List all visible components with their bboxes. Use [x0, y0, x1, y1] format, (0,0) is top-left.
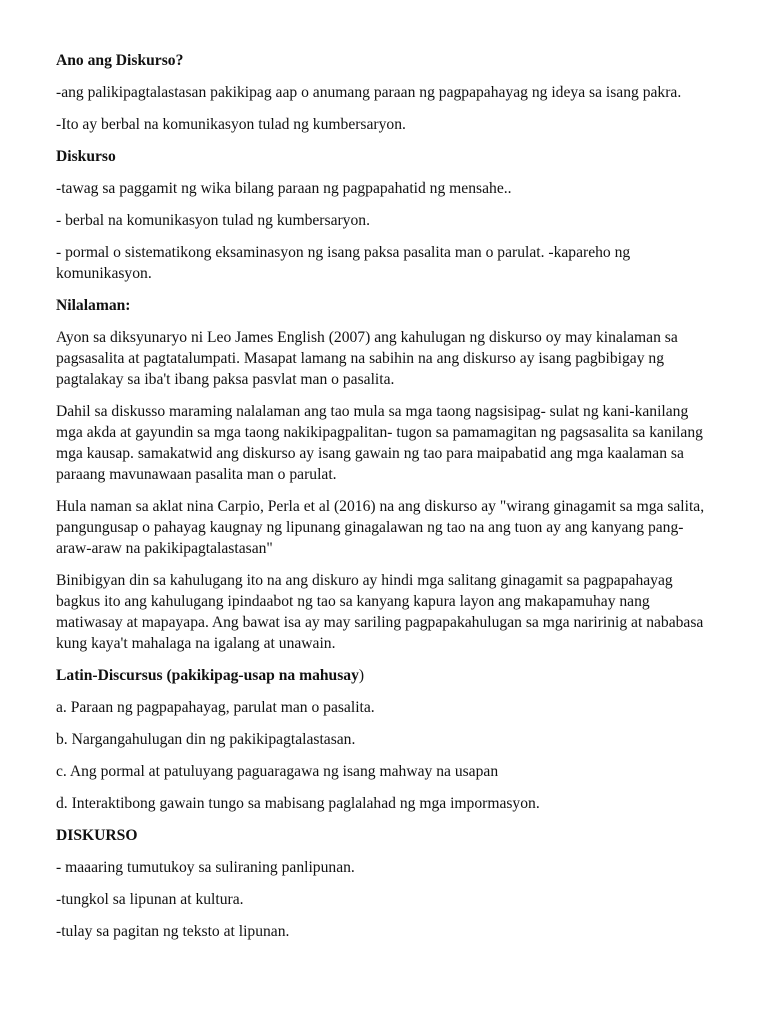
- list-item: d. Interaktibong gawain tungo sa mabisang paglalahad ng mga impormasyon.: [56, 795, 540, 812]
- heading-latin-discursus-bold: Latin-Discursus (pakikipag-usap na mahusay: [56, 667, 359, 684]
- heading-latin-discursus: [56, 665, 718, 686]
- paragraph: Binibigyan din sa kahulugang ito na ang diskuro ay hindi mga salitang ginagamit sa pagpapahayag bagkus ito ang kahulugang ipindaabot ng tao sa kanyang kapura layon ang makapamuhay nang matiwasay at mapayapa. Ang bawat isa ay may sariling pagpapakahulugan sa mga naririnig at nababasa kung kaya't mahalaga na igalang at unawain.: [56, 572, 704, 652]
- paragraph: Hula naman sa aklat nina Carpio, Perla et al (2016) na ang diskurso ay "wirang ginagamit sa mga salita, pangungusap o pahayag kaugnay ng lipunang ginagalawan ng tao na ang tuon ay ang kanyang pang-araw-araw na pakikipagtalastasan": [56, 498, 705, 557]
- paragraph: -tungkol sa lipunan at kultura.: [56, 891, 244, 908]
- paragraph: Ayon sa diksyunaryo ni Leo James English (2007) ang kahulugan ng diskurso oy may kinalaman sa pagsasalita at pagtatalumpati. Masapat lamang na sabihin na ang diskurso ay isang pagbibigay ng pagtalakay sa iba't ibang paksa pasvlat man o pasalita.: [56, 329, 678, 388]
- paragraph: - maaaring tumutukoy sa suliraning panlipunan.: [56, 859, 355, 876]
- paragraph: - pormal o sistematikong eksaminasyon ng isang paksa pasalita man o parulat. -kapareho ng komunikasyon.: [56, 244, 631, 282]
- paragraph: - berbal na komunikasyon tulad ng kumbersaryon.: [56, 212, 370, 229]
- heading-diskurso: Diskurso: [56, 148, 116, 165]
- list-item: c. Ang pormal at patuluyang paguaragawa ng isang mahway na usapan: [56, 763, 499, 780]
- heading-nilalaman: Nilalaman:: [56, 297, 131, 314]
- list-item: a. Paraan ng pagpapahayag, parulat man o pasalita.: [56, 699, 375, 716]
- paragraph: -tulay sa pagitan ng teksto at lipunan.: [56, 923, 290, 940]
- heading-ano-ang-diskurso: Ano ang Diskurso?: [56, 52, 184, 69]
- paragraph: -tawag sa paggamit ng wika bilang paraan ng pagpapahatid ng mensahe..: [56, 180, 512, 197]
- paragraph: -ang palikipagtalastasan pakikipag aap o anumang paraan ng pagpapahayag ng ideya sa isang pakra.: [56, 84, 682, 101]
- list-item: b. Nargangahulugan din ng pakikipagtalastasan.: [56, 731, 356, 748]
- heading-diskurso-caps: DISKURSO: [56, 827, 138, 844]
- heading-latin-discursus-paren: ): [358, 667, 365, 684]
- paragraph: -Ito ay berbal na komunikasyon tulad ng kumbersaryon.: [56, 116, 406, 133]
- paragraph: Dahil sa diskusso maraming nalalaman ang tao mula sa mga taong nagsisipag- sulat ng kani-kanilang mga akda at gayundin sa mga taong nakikipagpalitan- tugon sa pamamagitan ng pagsasalita sa kanilang mga kausap. samakatwid ang diskurso ay isang gawain ng tao para maipabatid ang mga kaalaman sa paraang mavunawaan pasalita man o parulat.: [56, 403, 703, 483]
